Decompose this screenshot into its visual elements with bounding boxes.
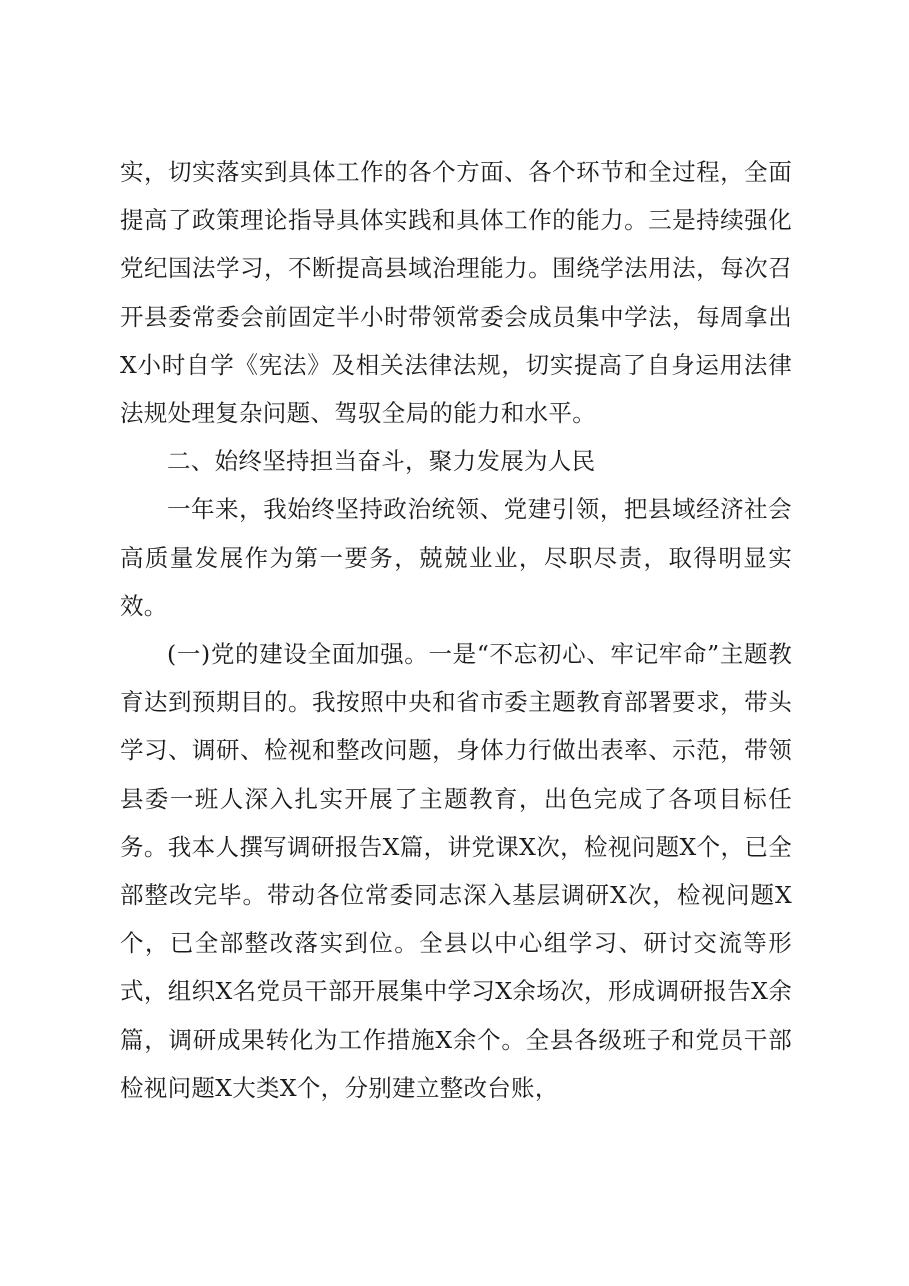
paragraph-party-building: (一)党的建设全面加强。一是“不忘初心、牢记牢命”主题教育达到预期目的。我按照中央和省市委主题教育部署要求，带头学习、调研、检视和整改问题，身体力行做出表率、示范，带领县委一班人深入扎实开展了主题教育，出色完成了各项目标任务。我本人撰写调研报告X篇，讲党课X次，检视问题X个，已全部整改完毕。带动各位常委同志深入基层调研X次，检视问题X个，已全部整改落实到位。全县以中心组学习、研讨交流等形式，组织X名党员干部开展集中学习X余场次，形成调研报告X余篇，调研成果转化为工作措施X余个。全县各级班子和党员干部检视问题X大类X个，分别建立整改台账，: [120, 640, 792, 1102]
document-body: [120, 148, 792, 1112]
section-heading: 二、始终坚持担当奋斗，聚力发展为人民: [167, 447, 596, 476]
paragraph-continuation: 实，切实落实到具体工作的各个方面、各个环节和全过程，全面提高了政策理论指导具体实践和具体工作的能力。三是持续强化党纪国法学习，不断提高县域治理能力。围绕学法用法，每次召开县委常委会前固定半小时带领常委会成员集中学法，每周拿出X小时自学《宪法》及相关法律法规，切实提高了自身运用法律法规处理复杂问题、驾驭全局的能力和水平。: [120, 158, 792, 428]
paragraph-intro: 一年来，我始终坚持政治统领、党建引领，把县域经济社会高质量发展作为第一要务，兢兢业业，尽职尽责，取得明显实效。: [120, 495, 792, 620]
